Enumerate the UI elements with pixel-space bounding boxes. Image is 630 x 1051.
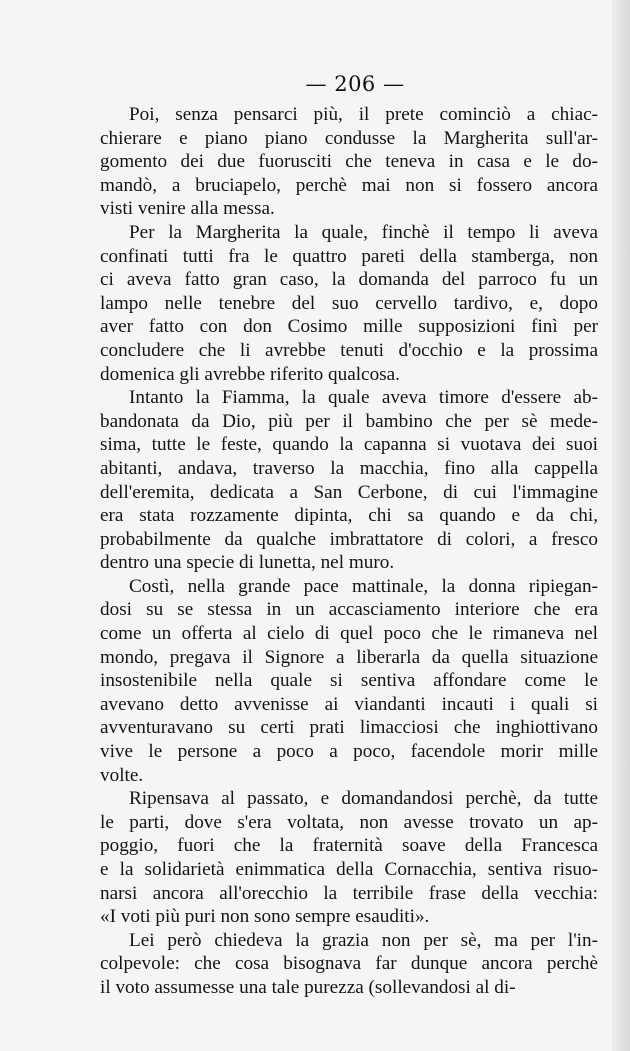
paragraph xyxy=(100,221,598,386)
text-line: Costì, nella grande pace mattinale, la donna ripiegan- xyxy=(129,575,598,597)
body-text xyxy=(100,103,598,1000)
text-line: e la solidarietà enimmatica della Cornacchia, sentiva risuo- xyxy=(100,859,598,880)
text-line: era stata rozzamente dipinta, chi sa quando e da chi, xyxy=(100,505,598,527)
text-line: colpevole: che cosa bisognava far dunque ancora perchè xyxy=(100,953,598,975)
text-line: volte. xyxy=(100,764,144,786)
paragraph xyxy=(100,575,598,787)
text-line: Lei però chiedeva la grazia non per sè, ma per l'in- xyxy=(129,929,598,951)
paragraph xyxy=(100,386,598,575)
text-line: dell'eremita, dedicata a San Cerbone, di cui l'immagine xyxy=(100,481,598,503)
text-line: confinati tutti fra le quattro pareti della stamberga, non xyxy=(100,245,598,267)
text-line: mondo, pregava il Signore a liberarla da quella situazione xyxy=(100,646,598,668)
paragraph xyxy=(100,787,598,929)
text-line: Intanto la Fiamma, la quale aveva timore d'essere ab- xyxy=(129,387,598,409)
text-line: aver fatto con don Cosimo mille supposizioni finì per xyxy=(100,316,598,338)
text-line: Poi, senza pensarci più, il prete cominciò a chiac- xyxy=(129,104,598,125)
text-line: narsi ancora all'orecchio la terribile frase della vecchia: xyxy=(100,882,598,904)
text-line: avventuravano su certi prati limacciosi che inghiottivano xyxy=(100,717,598,739)
paragraph xyxy=(100,929,598,1000)
text-line: domenica gli avrebbe riferito qualcosa. xyxy=(100,363,400,385)
text-line: dosi su se stessa in un accasciamento interiore che era xyxy=(100,599,598,621)
text-line: concludere che li avrebbe tenuti d'occhio e la prossima xyxy=(100,339,598,361)
text-line: sima, tutte le feste, quando la capanna si vuotava dei suoi xyxy=(100,434,598,456)
text-line: le parti, dove s'era voltata, non avesse trovato un ap- xyxy=(100,811,598,833)
text-line: vive le persone a poco a poco, facendole morir mille xyxy=(100,741,598,763)
text-line: Ripensava al passato, e domandandosi perchè, da tutte xyxy=(129,788,598,810)
text-line: poggio, fuori che la fraternità soave della Francesca xyxy=(100,835,598,857)
text-line: chierare e piano piano condusse la Margherita sull'ar- xyxy=(100,127,598,149)
text-line: visti venire alla messa. xyxy=(100,198,275,220)
text-line: avevano detto avvenisse ai viandanti incauti i quali si xyxy=(100,693,598,715)
text-line: insostenibile nella quale si sentiva affondare come le xyxy=(100,670,598,692)
paragraph xyxy=(100,103,598,221)
page-number: — 206 — xyxy=(305,72,405,96)
text-line: gomento dei due fuorusciti che teneva in casa e le do- xyxy=(100,151,598,173)
text-line: come un offerta al cielo di quel poco che le rimaneva nel xyxy=(100,623,598,645)
text-line: probabilmente da qualche imbrattatore di colori, a fresco xyxy=(100,528,598,550)
text-line: il voto assumesse una tale purezza (sollevandosi al di- xyxy=(100,976,516,998)
text-line: bandonata da Dio, più per il bambino che per sè mede- xyxy=(100,410,598,432)
page-edge-shadow xyxy=(612,0,630,1051)
text-line: «I voti più puri non sono sempre esauditi». xyxy=(100,906,430,928)
text-line: lampo nelle tenebre del suo cervello tardivo, e, dopo xyxy=(100,292,598,314)
text-line: ci aveva fatto gran caso, la domanda del parroco fu un xyxy=(100,269,598,291)
text-line: abitanti, andava, traverso la macchia, fino alla cappella xyxy=(100,457,598,479)
text-line: Per la Margherita la quale, finchè il tempo li aveva xyxy=(129,221,598,243)
text-line: dentro una specie di lunetta, nel muro. xyxy=(100,552,395,574)
text-line: mandò, a bruciapelo, perchè mai non si fossero ancora xyxy=(100,174,598,196)
